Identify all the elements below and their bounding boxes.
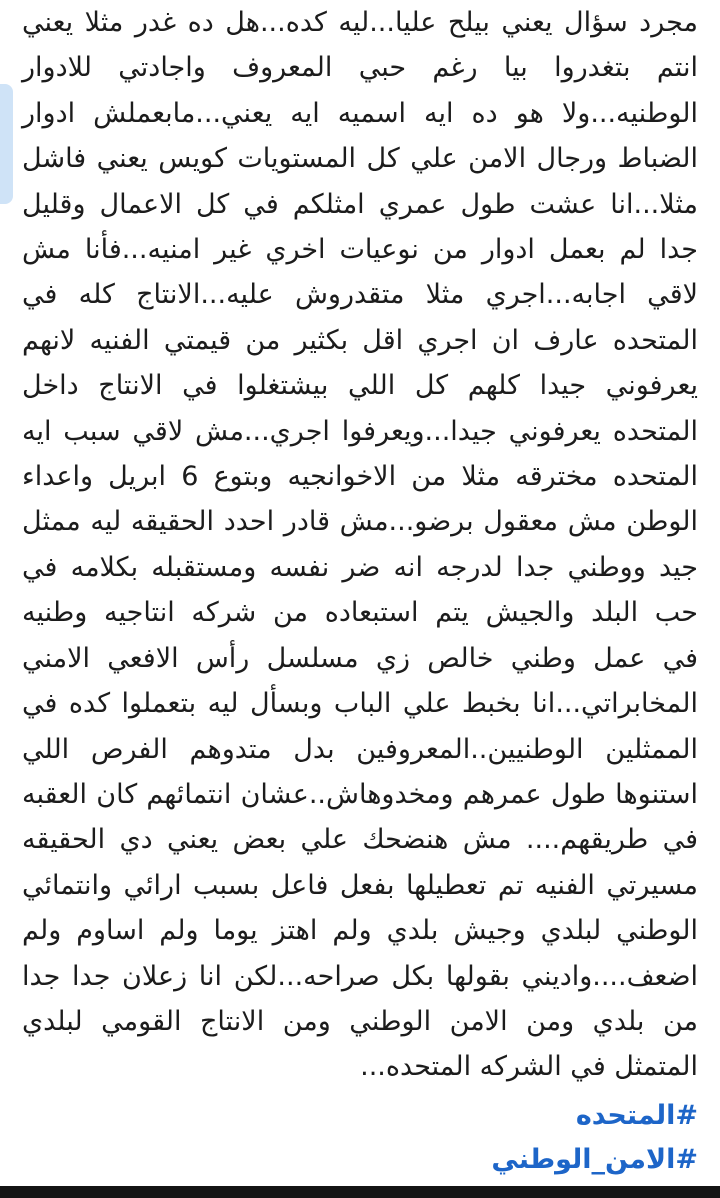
- post-line: الوطني لبلدي وجيش بلدي ولم اهتز يوما ولم اساوم ولم: [22, 915, 698, 947]
- post-line: المتحده مخترقه مثلا من الاخوانجيه وبتوع 6 ابريل واعداء: [22, 461, 698, 493]
- post-body: [22, 0, 698, 1182]
- post-line: جيد ووطني جدا لدرجه انه ضر نفسه ومستقبله بكلامه في: [22, 551, 698, 583]
- post-line: الممثلين الوطنيين..المعروفين بدل متدوهم الفرص اللي: [22, 733, 698, 765]
- hashtag-list: [22, 1094, 698, 1182]
- post-line: حب البلد والجيش يتم استبعاده من شركه انتاجيه وطنيه: [22, 597, 698, 629]
- post-line: انتم بتغدروا بيا رغم حبي المعروف واجادتي للادوار: [22, 52, 698, 84]
- post-line: الضباط ورجال الامن علي كل المستويات كويس يعني فاشل: [22, 143, 698, 175]
- post-line: المتمثل في الشركه المتحده...: [360, 1051, 698, 1083]
- post-line: جدا لم بعمل ادوار من نوعيات اخري غير امنيه...فأنا مش: [22, 234, 698, 266]
- hashtag-link-national-security[interactable]: #الامن_الوطني: [491, 1143, 698, 1175]
- post-line: المخابراتي...انا بخبط علي الباب وبسأل ليه بتعملوا كده في: [22, 688, 698, 720]
- post-line: في عمل وطني خالص زي مسلسل رأس الافعي الامني: [22, 642, 698, 674]
- post-line: اضعف....واديني بقولها بكل صراحه...لكن انا زعلان جدا جدا: [22, 960, 698, 992]
- post-line: من بلدي ومن الامن الوطني ومن الانتاج القومي لبلدي: [22, 1005, 698, 1037]
- post-line: المتحده عارف ان اجري اقل بكثير من قيمتي الفنيه لانهم: [22, 324, 698, 356]
- post-line: لاقي اجابه...اجري مثلا متقدروش عليه...الانتاج كله في: [22, 279, 698, 311]
- post-line: استنوها طول عمرهم ومخدوهاش..عشان انتمائهم كان العقبه: [22, 778, 698, 810]
- post-line: الوطنيه...ولا هو ده ايه اسميه ايه يعني...مابعملش ادوار: [22, 97, 698, 129]
- post-line: مجرد سؤال يعني بيلح عليا...ليه كده...هل ده غدر مثلا يعني: [22, 7, 698, 38]
- post-line: مثلا...انا عشت طول عمري امثلكم في كل الاعمال وقليل: [22, 188, 698, 220]
- scroll-handle[interactable]: [0, 84, 13, 204]
- post-line: المتحده يعرفوني جيدا...ويعرفوا اجري...مش لاقي سبب ايه: [22, 415, 698, 447]
- post-line: الوطن مش معقول برضو...مش قادر احدد الحقيقه ليه ممثل: [22, 506, 698, 538]
- post-line: يعرفوني جيدا كلهم كل اللي بيشتغلوا في الانتاج داخل: [22, 370, 698, 402]
- bottom-bar: [0, 1186, 720, 1198]
- post-line: مسيرتي الفنيه تم تعطيلها بفعل فاعل بسبب ارائي وانتمائي: [22, 869, 698, 901]
- hashtag-link-almottahida[interactable]: #المتحده: [575, 1099, 698, 1131]
- post-line: في طريقهم.... مش هنضحك علي بعض يعني دي الحقيقه: [22, 824, 698, 856]
